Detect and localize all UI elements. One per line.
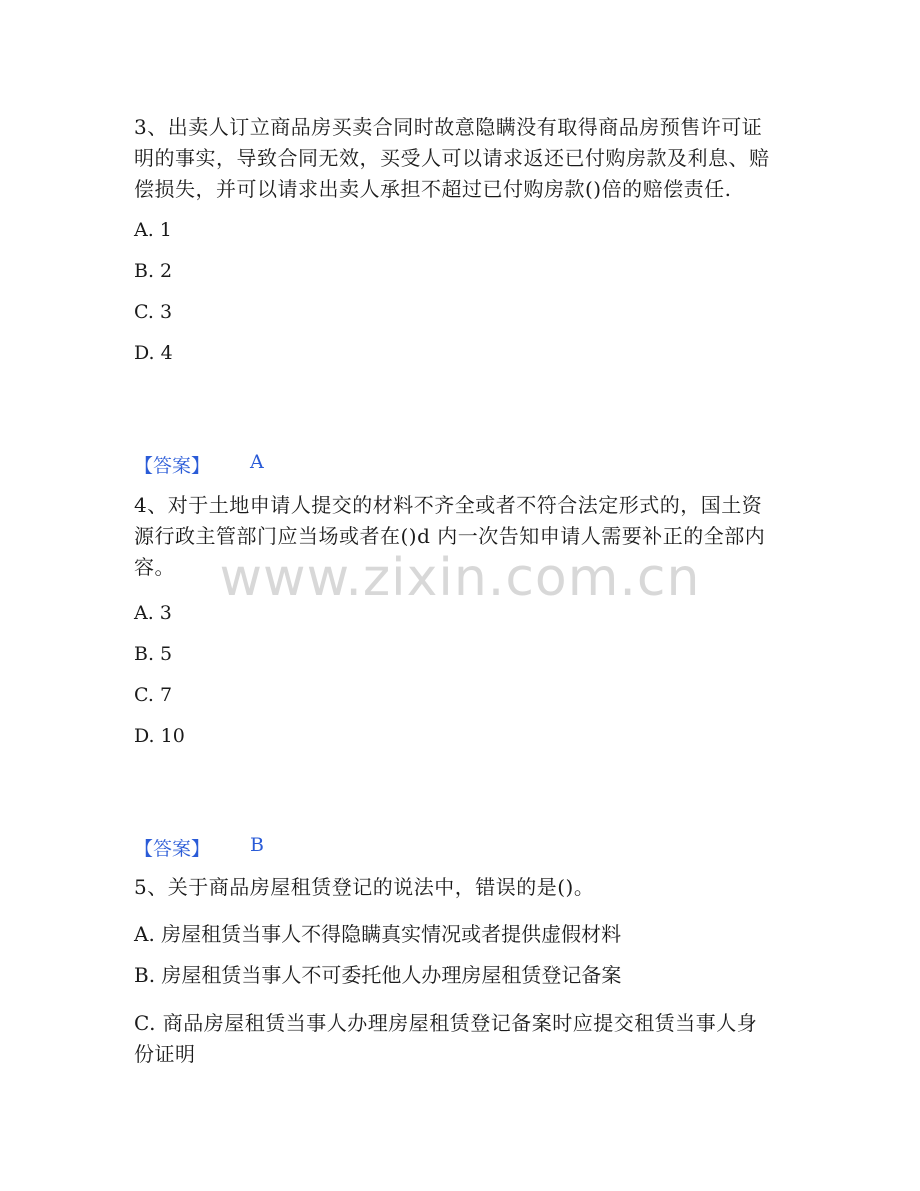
question-3: [134, 112, 774, 205]
option-c: C. 商品房屋租赁当事人办理房屋租赁登记备案时应提交租赁当事人身份证明: [134, 1011, 758, 1066]
option-d: D. 4: [134, 342, 173, 364]
option-c: C. 3: [134, 301, 173, 323]
question-stem: 3、出卖人订立商品房买卖合同时故意隐瞒没有取得商品房预售许可证明的事实，导致合同无效，买受人可以请求返还已付购房款及利息、赔偿损失，并可以请求出卖人承担不超过已付购房款()倍的赔偿责任.: [134, 115, 770, 201]
question-stem: 4、对于土地申请人提交的材料不齐全或者不符合法定形式的，国土资源行政主管部门应当场或者在()d 内一次告知申请人需要补正的全部内容。: [134, 493, 766, 579]
option-a: A. 1: [134, 219, 172, 241]
answer-value: B: [250, 834, 264, 856]
option-a: A. 房屋租赁当事人不得隐瞒真实情况或者提供虚假材料: [134, 922, 622, 946]
option-a: A. 3: [134, 602, 172, 624]
answer-value: A: [250, 451, 264, 473]
option-c-wrap: [134, 1008, 774, 1070]
option-c: C. 7: [134, 684, 173, 706]
option-b: B. 5: [134, 643, 173, 665]
question-stem: 5、关于商品房屋租赁登记的说法中，错误的是()。: [134, 875, 595, 899]
answer-label: 【答案】: [134, 455, 211, 477]
option-d: D. 10: [134, 725, 185, 747]
answer-row: [134, 451, 264, 478]
option-b: B. 2: [134, 260, 173, 282]
answer-row: [134, 834, 264, 861]
question-5: [134, 872, 774, 903]
answer-label: 【答案】: [134, 838, 211, 860]
watermark: www.zixin.com.cn: [219, 548, 701, 608]
option-b: B. 房屋租赁当事人不可委托他人办理房屋租赁登记备案: [134, 963, 622, 987]
